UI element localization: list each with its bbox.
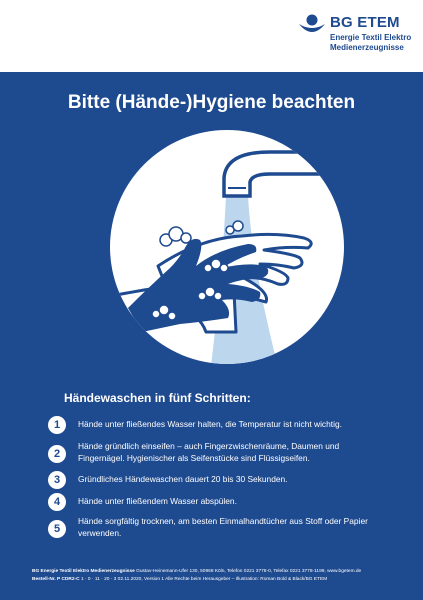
step-number-badge: 2 xyxy=(48,445,66,463)
footer-publisher-name: BG Energie Textil Elektro Medienerzeugnisse xyxy=(32,569,135,574)
step-number-badge: 1 xyxy=(48,416,66,434)
step-text: Hände unter fließendem Wasser abspülen. xyxy=(78,496,237,506)
logo-name: BG ETEM xyxy=(330,14,400,31)
step-number-badge: 4 xyxy=(48,493,66,511)
logo-subtitle-line-1: Energie Textil Elektro xyxy=(330,33,412,42)
footer xyxy=(0,560,423,600)
step-text: Hände sorgfältig trocknen, am besten Einmalhandtücher aus Stoff oder Papier verwenden. xyxy=(78,516,368,538)
step-number-badge: 3 xyxy=(48,471,66,489)
footer-publisher-line xyxy=(32,569,361,574)
footer-order-details: 1 · 0 · 11 · 20 · 3 02.11.2020, Version 1 Alle Rechte beim Herausgeber – Illustration: Roman Bold & Black/BG ETEM xyxy=(80,577,328,582)
step-text: Hände unter fließendes Wasser halten, die Temperatur ist nicht wichtig. xyxy=(78,419,342,429)
poster-title: Bitte (Hände-)Hygiene beachten xyxy=(67,92,356,113)
logo-subtitle-line-2: Medienerzeugnisse xyxy=(330,43,404,52)
logo-subtitle xyxy=(330,33,411,53)
footer-order-line xyxy=(32,577,327,582)
step-number-badge: 5 xyxy=(48,520,66,538)
handwashing-illustration xyxy=(110,118,350,374)
bg-etem-logo-icon xyxy=(298,14,326,38)
step-text: Gründliches Händewaschen dauert 20 bis 30 Sekunden. xyxy=(78,474,288,484)
steps-heading: Händewaschen in fünf Schritten: xyxy=(64,391,251,405)
footer-publisher-address: Gustav-Heinemann-Ufer 130, 50968 Köln, Telefon 0221 3778-0, Telefax 0221 3778-1199, www.bgetem.de xyxy=(136,569,362,574)
header xyxy=(0,0,423,72)
footer-order-number: Bestell-Nr. P CDR2-C xyxy=(32,577,80,582)
step-text: Hände gründlich einseifen – auch Fingerzwischenräume, Daumen und Fingernägel. Hygienischer als Seifenstücke sind Flüssigseifen. xyxy=(78,441,340,463)
